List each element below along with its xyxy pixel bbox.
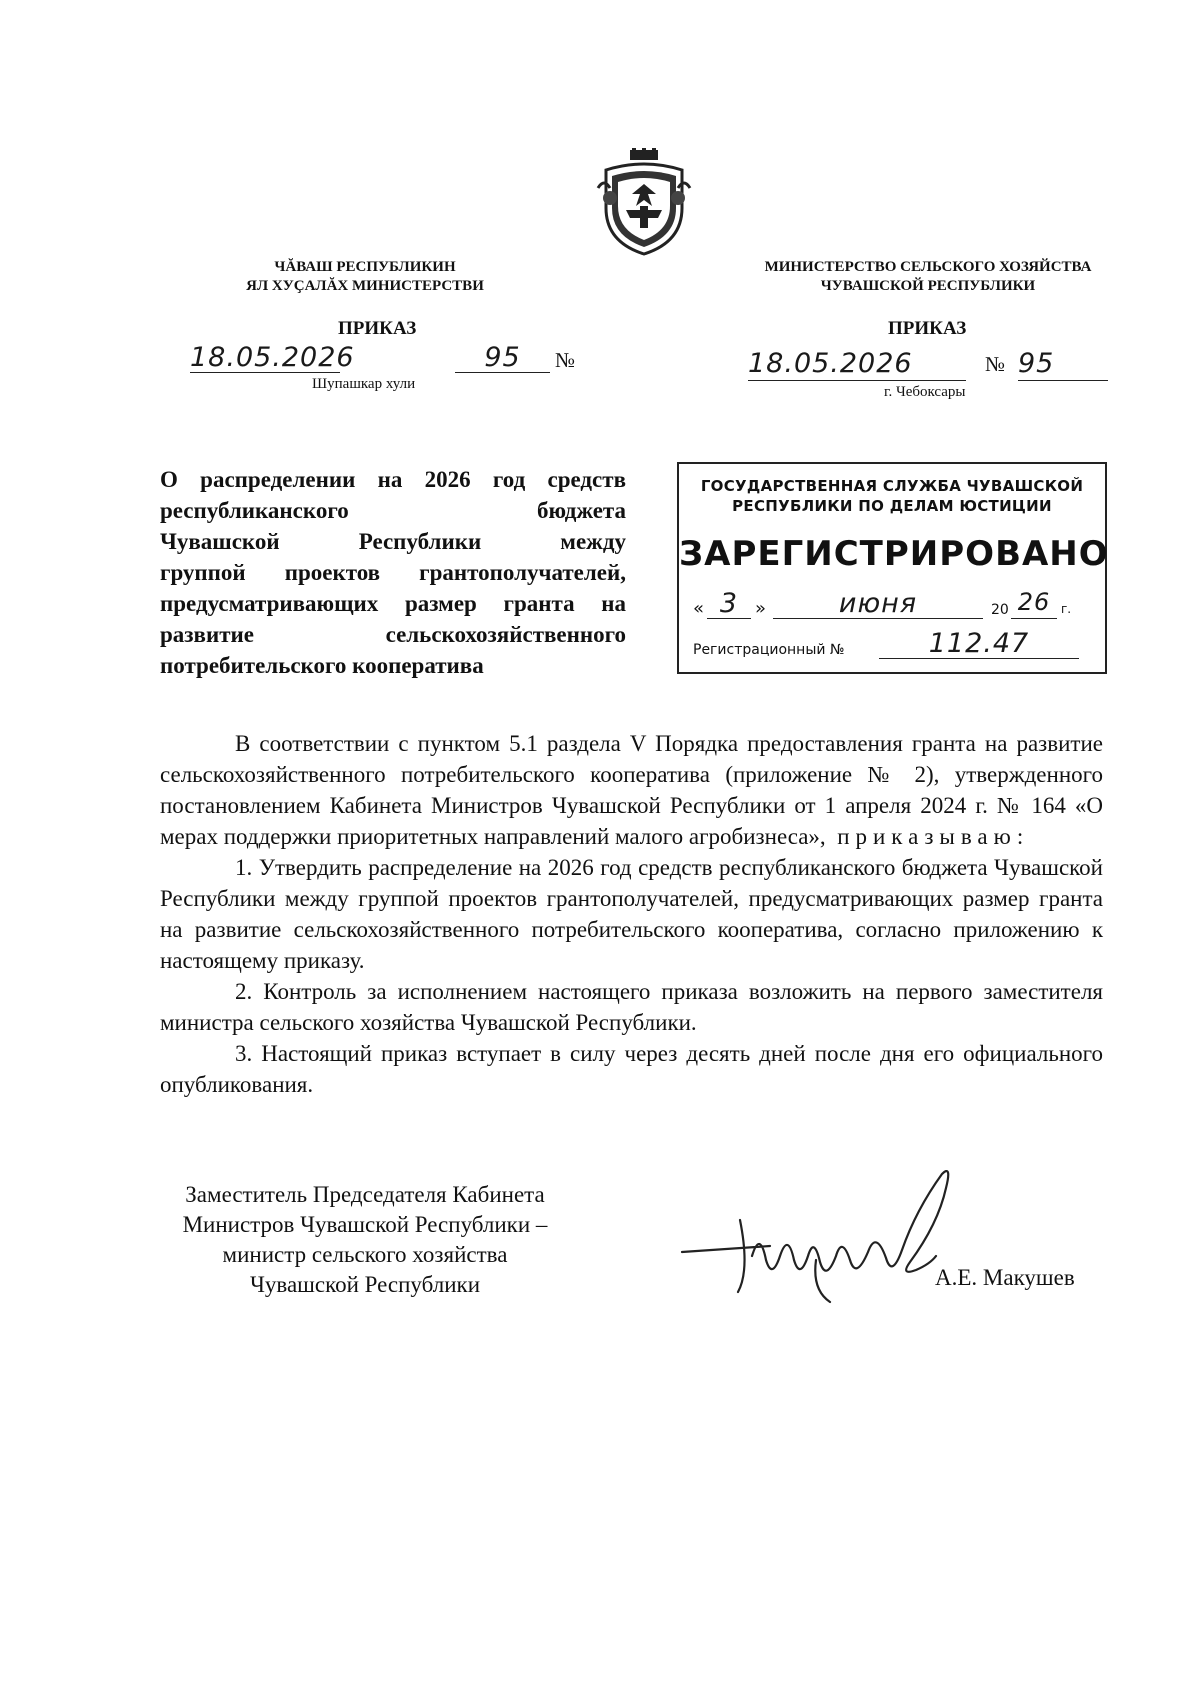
title-line: О распределении на 2026 год средств — [160, 467, 626, 492]
stamp-open-quote: « — [693, 598, 705, 619]
stamp-handwritten-day: 3 — [719, 588, 739, 619]
body-order-word: приказываю: — [837, 824, 1030, 849]
number-field-left — [455, 342, 550, 373]
document-body — [160, 728, 1103, 1100]
stamp-reg-label: Регистрационный № — [693, 642, 845, 658]
org-name-russian-line2: ЧУВАШСКОЙ РЕСПУБЛИКИ — [820, 278, 1036, 294]
handwritten-date-right: 18.05.2026 — [748, 348, 913, 379]
handwritten-number-left: 95 — [484, 342, 521, 373]
signatory-position-line3: министр сельского хозяйства — [222, 1242, 508, 1267]
signatory-position-line2: Министров Чувашской Республики – — [182, 1212, 548, 1237]
handwritten-number-right: 95 — [1018, 348, 1055, 379]
body-paragraph-item-1: 1. Утвердить распределение на 2026 год средств республиканского бюджета Чувашской Республики между группой проектов грантополучателей, предусматривающих размер гранта на развитие сельскохозяйственного потребительского кооператива, согласно приложению к настоящему приказу. — [160, 855, 1103, 973]
org-name-chuvash-line1: ЧĂВАШ РЕСПУБЛИКИН — [274, 259, 456, 275]
coat-of-arms-emblem — [596, 148, 692, 256]
signatory-position — [150, 1180, 580, 1300]
stamp-year-end: г. — [1061, 602, 1072, 616]
prikaz-heading-right: ПРИКАЗ — [888, 318, 967, 339]
number-sign-right: № — [985, 352, 1006, 376]
date-field-left — [190, 342, 355, 373]
body-paragraph-item-3: 3. Настоящий приказ вступает в силу через десять дней после дня его официального опубликования. — [160, 1041, 1103, 1097]
stamp-handwritten-reg-number: 112.47 — [928, 628, 1030, 659]
date-field-right — [748, 348, 966, 381]
title-line: Чувашской Республики между — [160, 529, 626, 554]
title-line: предусматривающих размер гранта на — [160, 591, 626, 616]
handwritten-date-left: 18.05.2026 — [190, 342, 355, 373]
title-line: развитие сельскохозяйственного — [160, 622, 626, 647]
org-name-chuvash-line2: ЯЛ ХУҪАЛĂХ МИНИСТЕРСТВИ — [246, 278, 484, 294]
signatory-name: А.Е. Макушев — [935, 1265, 1075, 1290]
stamp-header — [679, 476, 1105, 516]
stamp-month-field — [773, 588, 983, 619]
title-line: группой проектов грантополучателей, — [160, 560, 626, 585]
title-line: республиканского бюджета — [160, 498, 626, 523]
signatory-position-line4: Чувашской Республики — [249, 1272, 481, 1297]
stamp-year-field — [1011, 588, 1057, 619]
stamp-day-field — [707, 588, 751, 619]
city-left: Шупашкар хули — [312, 376, 416, 392]
stamp-header-line1: ГОСУДАРСТВЕННАЯ СЛУЖБА ЧУВАШСКОЙ — [700, 477, 1084, 495]
stamp-registered-text: ЗАРЕГИСТРИРОВАНО — [679, 534, 1109, 574]
title-line: потребительского кооператива — [160, 653, 484, 678]
number-sign-left: № — [555, 348, 576, 372]
body-preamble-text: В соответствии с пунктом 5.1 раздела V Порядка предоставления гранта на развитие сельскохозяйственного потребительского кооператива (приложение № 2), утвержденного постановлением Кабинета Министров Чувашской Республики от 1 апреля 2024 г. № 164 «О мерах поддержки приоритетных направлений малого агробизнеса», — [160, 731, 1103, 849]
stamp-handwritten-year: 26 — [1017, 588, 1051, 616]
org-name-russian — [738, 258, 1118, 296]
stamp-year-prefix: 20 — [991, 602, 1009, 618]
signatory-position-line1: Заместитель Председателя Кабинета — [185, 1182, 545, 1207]
stamp-reg-number-field — [879, 628, 1079, 659]
body-paragraph-item-2: 2. Контроль за исполнением настоящего приказа возложить на первого заместителя министра сельского хозяйства Чувашской Республики. — [160, 979, 1103, 1035]
document-title — [160, 464, 626, 681]
org-name-russian-line1: МИНИСТЕРСТВО СЕЛЬСКОГО ХОЗЯЙСТВА — [764, 259, 1092, 275]
org-name-chuvash — [215, 258, 515, 296]
prikaz-heading-left: ПРИКАЗ — [338, 318, 417, 339]
stamp-close-quote: » — [755, 598, 767, 619]
body-paragraph-preamble — [160, 728, 1103, 852]
registration-stamp — [677, 462, 1107, 674]
city-right: г. Чебоксары — [884, 384, 966, 400]
stamp-header-line2: РЕСПУБЛИКИ ПО ДЕЛАМ ЮСТИЦИИ — [732, 497, 1052, 515]
number-field-right — [1018, 348, 1108, 381]
stamp-handwritten-month: июня — [838, 588, 918, 619]
